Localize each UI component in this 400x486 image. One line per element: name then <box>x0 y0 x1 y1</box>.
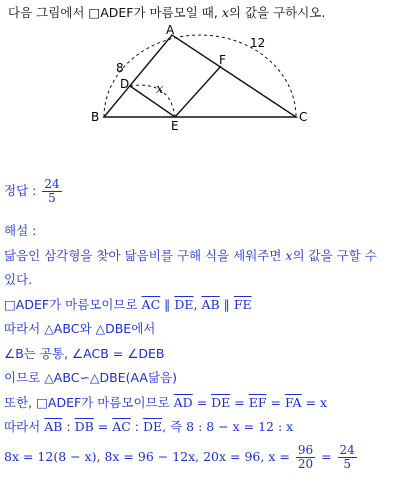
label-x: x <box>156 82 164 97</box>
answer-line <box>4 178 64 205</box>
solution-line-1: 닮음인 삼각형을 찾아 닮음비를 구해 식을 세워주면 x의 값을 구할 수 <box>4 247 377 263</box>
answer-label: 정답 : <box>4 183 41 198</box>
label-f: F <box>219 53 226 67</box>
question-part2: 의 값을 구하시오. <box>228 5 326 20</box>
solution-line-3: □ADEF가 마름모이므로 $\overline{AC}$ ∥ $\overline{DE}$, $\overline{AB}$ ∥ $\overline{FE}$ <box>4 296 252 312</box>
label-a: A <box>166 23 175 37</box>
solution-line-4: 따라서 △ABC와 △DBE에서 <box>4 321 156 336</box>
solution-block <box>4 219 398 474</box>
geometry-figure <box>0 22 400 132</box>
question-variable: x <box>221 5 229 20</box>
label-side-12: 12 <box>250 36 266 50</box>
solution-line-7: 또한, □ADEF가 마름모이므로 $\overline{AD} = \overline{DE} = \overline{EF} = \overline{FA} = x$ <box>4 394 328 410</box>
answer-numerator: 24 <box>44 177 60 191</box>
solution-heading: 해설 : <box>4 223 37 238</box>
label-b: B <box>91 110 100 124</box>
label-side-8: 8 <box>116 61 124 75</box>
label-e: E <box>171 119 179 132</box>
solution-fraction-1: $\frac{96}{20}$ <box>297 442 314 471</box>
rhombus-adef <box>130 66 221 117</box>
label-d: D <box>120 77 130 91</box>
answer-fraction <box>42 178 61 205</box>
solution-line-8: 따라서 $\overline{AB}$ : $\overline{DB} = \overline{AC}$ : $\overline{DE}$, 즉 8 : 8 − x = 12 : x <box>4 419 294 434</box>
question-text <box>8 4 394 22</box>
solution-line-6: 이므로 △ABC∽△DBE(AA닮음) <box>4 370 177 385</box>
semicircle-arc <box>104 35 296 117</box>
question-part1: 다음 그림에서 □ADEF가 마름모일 때, <box>8 5 222 20</box>
solution-line-2: 있다. <box>4 272 33 287</box>
answer-denominator: 5 <box>48 191 56 205</box>
label-c: C <box>299 110 308 124</box>
triangle-abc <box>104 35 296 117</box>
solution-line-5: ∠B는 공통, ∠ACB = ∠DEB <box>4 345 165 361</box>
solution-line-9: 8x = 12(8 − x), 8x = 96 − 12x, 20x = 96, x = $\frac{96}{20}$ = $\frac{24}{5}$ <box>4 442 355 471</box>
solution-fraction-2: $\frac{24}{5}$ <box>339 442 355 471</box>
